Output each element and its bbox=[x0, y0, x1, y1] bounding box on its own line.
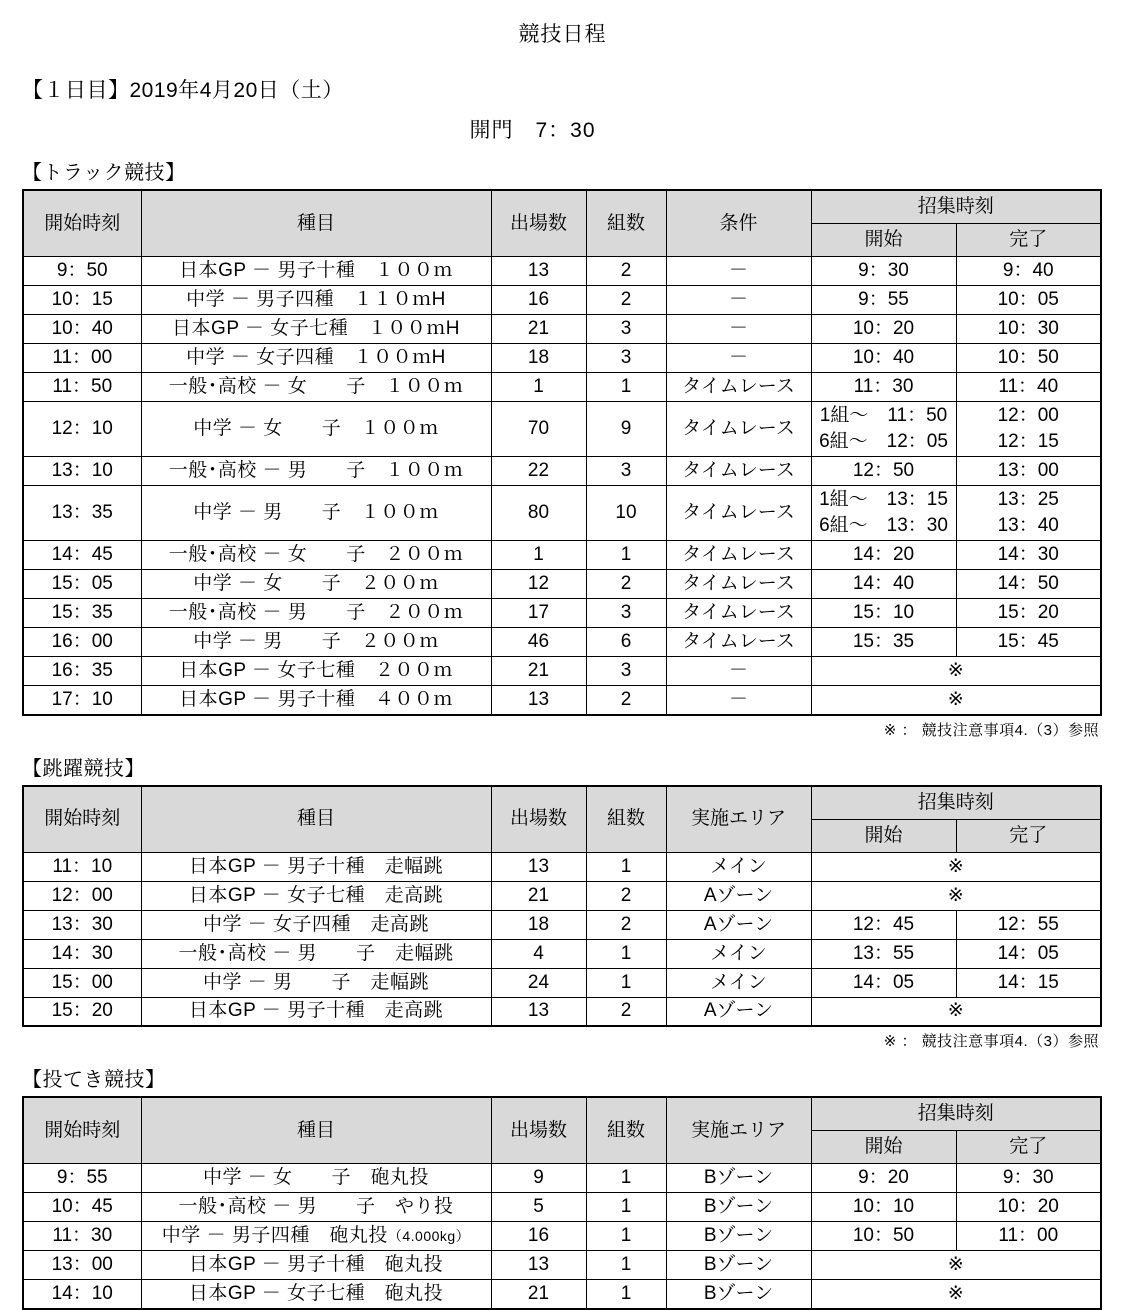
cell-condition: タイムレース bbox=[666, 486, 811, 541]
cell-entries: 16 bbox=[491, 1222, 586, 1251]
cell-start-time: 9：55 bbox=[23, 1164, 141, 1193]
cell-call-end: 14：15 bbox=[956, 968, 1101, 997]
cell-start-time: 13：10 bbox=[23, 457, 141, 486]
cell-event: 中学 － 女子四種 走高跳 bbox=[141, 910, 491, 939]
cell-condition: タイムレース bbox=[666, 457, 811, 486]
header-event: 種目 bbox=[141, 190, 491, 257]
cell-call-merged: ※ bbox=[811, 852, 1101, 881]
cell-area: メイン bbox=[666, 852, 811, 881]
header-entries: 出場数 bbox=[491, 1097, 586, 1164]
table-row bbox=[23, 486, 1101, 541]
cell-start-time: 13：30 bbox=[23, 910, 141, 939]
cell-start-time: 14：45 bbox=[23, 541, 141, 570]
cell-call-merged: ※ bbox=[811, 881, 1101, 910]
header-start-time: 開始時刻 bbox=[23, 1097, 141, 1164]
cell-call-start-line2: 6組～ 12：05 bbox=[819, 431, 948, 452]
page-title: 競技日程 bbox=[518, 23, 607, 46]
cell-entries: 46 bbox=[491, 628, 586, 657]
table-row bbox=[23, 881, 1101, 910]
cell-call-end: 14：30 bbox=[956, 541, 1101, 570]
cell-call-start-line1: 1組～ 11：50 bbox=[819, 405, 948, 426]
header-entries: 出場数 bbox=[491, 786, 586, 853]
table-row bbox=[23, 1280, 1101, 1309]
cell-groups: 2 bbox=[586, 570, 666, 599]
cell-groups: 1 bbox=[586, 968, 666, 997]
cell-call-end: 13：00 bbox=[956, 457, 1101, 486]
cell-call-start: 14：20 bbox=[811, 541, 956, 570]
cell-start-time: 11：30 bbox=[23, 1222, 141, 1251]
cell-call-merged: ※ bbox=[811, 686, 1101, 715]
cell-call-start: 14：05 bbox=[811, 968, 956, 997]
cell-groups: 1 bbox=[586, 541, 666, 570]
cell-area: Bゾーン bbox=[666, 1193, 811, 1222]
cell-entries: 18 bbox=[491, 344, 586, 373]
cell-entries: 16 bbox=[491, 286, 586, 315]
section-label-jump: 【跳躍競技】 bbox=[22, 757, 145, 780]
cell-event: 日本GP － 女子七種 砲丸投 bbox=[141, 1280, 491, 1309]
cell-call-start: 11：30 bbox=[811, 373, 956, 402]
cell-event: 日本GP － 男子十種 １００ｍ bbox=[141, 257, 491, 286]
table-row bbox=[23, 599, 1101, 628]
table-row bbox=[23, 939, 1101, 968]
header-groups: 組数 bbox=[586, 786, 666, 853]
cell-entries: 5 bbox=[491, 1193, 586, 1222]
cell-groups: 2 bbox=[586, 257, 666, 286]
day-heading: 【１日目】2019年4月20日（土） bbox=[22, 79, 344, 102]
cell-event: 中学 － 女 子 砲丸投 bbox=[141, 1164, 491, 1193]
header-call-end: 完了 bbox=[956, 224, 1101, 257]
cell-area: Bゾーン bbox=[666, 1164, 811, 1193]
track-footnote: ※ ： 競技注意事項4.（3）参照 bbox=[883, 721, 1099, 739]
cell-call-end bbox=[956, 486, 1101, 541]
cell-entries: 12 bbox=[491, 570, 586, 599]
cell-event: 中学 － 女 子 １００ｍ bbox=[141, 402, 491, 457]
cell-entries: 1 bbox=[491, 373, 586, 402]
cell-start-time: 15：05 bbox=[23, 570, 141, 599]
table-row bbox=[23, 457, 1101, 486]
cell-condition: － bbox=[666, 344, 811, 373]
cell-entries: 21 bbox=[491, 1280, 586, 1309]
cell-event: 日本GP － 男子十種 ４００ｍ bbox=[141, 686, 491, 715]
table-header-row bbox=[23, 1097, 1101, 1131]
cell-entries: 70 bbox=[491, 402, 586, 457]
cell-groups: 1 bbox=[586, 852, 666, 881]
cell-condition: タイムレース bbox=[666, 402, 811, 457]
header-condition: 条件 bbox=[666, 190, 811, 257]
cell-call-end-line2: 12：15 bbox=[997, 431, 1059, 452]
cell-event: 日本GP － 男子十種 砲丸投 bbox=[141, 1251, 491, 1280]
cell-start-time: 13：35 bbox=[23, 486, 141, 541]
cell-event: 日本GP － 男子十種 走幅跳 bbox=[141, 852, 491, 881]
cell-call-end: 10：50 bbox=[956, 344, 1101, 373]
cell-area: Aゾーン bbox=[666, 910, 811, 939]
cell-area: Bゾーン bbox=[666, 1280, 811, 1309]
header-entries: 出場数 bbox=[491, 190, 586, 257]
cell-call-start: 9：20 bbox=[811, 1164, 956, 1193]
cell-groups: 1 bbox=[586, 1164, 666, 1193]
cell-start-time: 12：00 bbox=[23, 881, 141, 910]
cell-event: 一般･高校 － 女 子 ２００ｍ bbox=[141, 541, 491, 570]
jump-footnote: ※ ： 競技注意事項4.（3）参照 bbox=[883, 1033, 1099, 1050]
cell-call-start: 9：55 bbox=[811, 286, 956, 315]
cell-start-time: 15：00 bbox=[23, 968, 141, 997]
cell-area: メイン bbox=[666, 939, 811, 968]
header-call-time: 招集時刻 bbox=[811, 190, 1101, 224]
cell-start-time: 11：50 bbox=[23, 373, 141, 402]
header-call-time: 招集時刻 bbox=[811, 1097, 1101, 1131]
cell-call-start: 10：20 bbox=[811, 315, 956, 344]
cell-groups: 1 bbox=[586, 1251, 666, 1280]
header-call-end: 完了 bbox=[956, 819, 1101, 852]
section-label-throw: 【投てき競技】 bbox=[22, 1069, 166, 1091]
cell-event bbox=[141, 1222, 491, 1251]
cell-area: メイン bbox=[666, 968, 811, 997]
table-row bbox=[23, 1164, 1101, 1193]
cell-condition: － bbox=[666, 657, 811, 686]
cell-event: 中学 － 男 子 ２００ｍ bbox=[141, 628, 491, 657]
cell-call-merged: ※ bbox=[811, 1251, 1101, 1280]
header-event: 種目 bbox=[141, 1097, 491, 1164]
table-row bbox=[23, 852, 1101, 881]
cell-groups: 1 bbox=[586, 1280, 666, 1309]
table-row bbox=[23, 628, 1101, 657]
cell-start-time: 10：15 bbox=[23, 286, 141, 315]
cell-call-merged: ※ bbox=[811, 657, 1101, 686]
cell-call-end: 11：00 bbox=[956, 1222, 1101, 1251]
cell-groups: 9 bbox=[586, 402, 666, 457]
cell-call-end-line2: 13：40 bbox=[997, 515, 1059, 536]
cell-area: Bゾーン bbox=[666, 1222, 811, 1251]
cell-groups: 2 bbox=[586, 997, 666, 1026]
cell-call-end: 10：05 bbox=[956, 286, 1101, 315]
table-row bbox=[23, 657, 1101, 686]
cell-event: 中学 － 男 子 １００ｍ bbox=[141, 486, 491, 541]
table-row bbox=[23, 968, 1101, 997]
cell-condition: － bbox=[666, 686, 811, 715]
cell-groups: 1 bbox=[586, 939, 666, 968]
cell-start-time: 10：45 bbox=[23, 1193, 141, 1222]
cell-condition: － bbox=[666, 315, 811, 344]
cell-call-start: 10：10 bbox=[811, 1193, 956, 1222]
table-row bbox=[23, 373, 1101, 402]
cell-call-start: 10：40 bbox=[811, 344, 956, 373]
cell-event: 日本GP － 女子七種 走高跳 bbox=[141, 881, 491, 910]
cell-groups: 2 bbox=[586, 686, 666, 715]
cell-event: 一般･高校 － 男 子 走幅跳 bbox=[141, 939, 491, 968]
cell-call-end: 15：20 bbox=[956, 599, 1101, 628]
cell-groups: 3 bbox=[586, 457, 666, 486]
cell-entries: 21 bbox=[491, 657, 586, 686]
table-row bbox=[23, 910, 1101, 939]
cell-entries: 13 bbox=[491, 852, 586, 881]
cell-start-time: 13：00 bbox=[23, 1251, 141, 1280]
table-header-row bbox=[23, 190, 1101, 224]
cell-event: 日本GP － 男子十種 走高跳 bbox=[141, 997, 491, 1026]
table-row bbox=[23, 541, 1101, 570]
cell-entries: 80 bbox=[491, 486, 586, 541]
cell-groups: 1 bbox=[586, 373, 666, 402]
table-header-row bbox=[23, 786, 1101, 820]
cell-call-end-line1: 12：00 bbox=[997, 405, 1059, 426]
cell-call-start-line1: 1組～ 13：15 bbox=[819, 489, 948, 510]
cell-condition: タイムレース bbox=[666, 373, 811, 402]
cell-call-end: 15：45 bbox=[956, 628, 1101, 657]
cell-entries: 13 bbox=[491, 997, 586, 1026]
cell-groups: 3 bbox=[586, 315, 666, 344]
cell-condition: － bbox=[666, 286, 811, 315]
cell-condition: タイムレース bbox=[666, 541, 811, 570]
cell-call-start: 13：55 bbox=[811, 939, 956, 968]
cell-groups: 1 bbox=[586, 1222, 666, 1251]
table-row bbox=[23, 257, 1101, 286]
header-area: 実施エリア bbox=[666, 1097, 811, 1164]
cell-call-end: 9：40 bbox=[956, 257, 1101, 286]
cell-start-time: 11：10 bbox=[23, 852, 141, 881]
cell-groups: 1 bbox=[586, 1193, 666, 1222]
cell-event: 中学 － 男子四種 １１０ｍH bbox=[141, 286, 491, 315]
cell-entries: 13 bbox=[491, 686, 586, 715]
cell-start-time: 9：50 bbox=[23, 257, 141, 286]
header-call-start: 開始 bbox=[811, 819, 956, 852]
cell-event: 日本GP － 女子七種 １００ｍH bbox=[141, 315, 491, 344]
table-row bbox=[23, 344, 1101, 373]
cell-area: Aゾーン bbox=[666, 881, 811, 910]
cell-call-end: 12：55 bbox=[956, 910, 1101, 939]
cell-entries: 18 bbox=[491, 910, 586, 939]
cell-start-time: 15：20 bbox=[23, 997, 141, 1026]
cell-start-time: 16：00 bbox=[23, 628, 141, 657]
cell-call-start: 9：30 bbox=[811, 257, 956, 286]
header-groups: 組数 bbox=[586, 1097, 666, 1164]
cell-event: 中学 － 女 子 ２００ｍ bbox=[141, 570, 491, 599]
jump-schedule-table bbox=[22, 785, 1102, 1028]
cell-event-text: 中学 － 男子四種 砲丸投 bbox=[161, 1225, 388, 1247]
cell-entries: 1 bbox=[491, 541, 586, 570]
header-area: 実施エリア bbox=[666, 786, 811, 853]
cell-call-end: 14：05 bbox=[956, 939, 1101, 968]
header-call-start: 開始 bbox=[811, 1131, 956, 1164]
cell-call-end-line1: 13：25 bbox=[997, 489, 1059, 510]
cell-call-end: 11：40 bbox=[956, 373, 1101, 402]
table-row bbox=[23, 402, 1101, 457]
cell-start-time: 11：00 bbox=[23, 344, 141, 373]
cell-start-time: 17：10 bbox=[23, 686, 141, 715]
cell-call-start: 10：50 bbox=[811, 1222, 956, 1251]
table-row bbox=[23, 1222, 1101, 1251]
section-label-track: 【トラック競技】 bbox=[22, 162, 186, 184]
cell-start-time: 12：10 bbox=[23, 402, 141, 457]
header-call-end: 完了 bbox=[956, 1131, 1101, 1164]
cell-area: Aゾーン bbox=[666, 997, 811, 1026]
cell-call-end: 10：20 bbox=[956, 1193, 1101, 1222]
cell-entries: 9 bbox=[491, 1164, 586, 1193]
cell-call-start: 15：35 bbox=[811, 628, 956, 657]
header-start-time: 開始時刻 bbox=[23, 190, 141, 257]
cell-start-time: 16：35 bbox=[23, 657, 141, 686]
cell-groups: 3 bbox=[586, 599, 666, 628]
cell-call-start bbox=[811, 486, 956, 541]
cell-condition: タイムレース bbox=[666, 628, 811, 657]
cell-entries: 13 bbox=[491, 1251, 586, 1280]
cell-start-time: 10：40 bbox=[23, 315, 141, 344]
cell-condition: タイムレース bbox=[666, 570, 811, 599]
table-row bbox=[23, 286, 1101, 315]
header-groups: 組数 bbox=[586, 190, 666, 257]
cell-start-time: 15：35 bbox=[23, 599, 141, 628]
cell-groups: 3 bbox=[586, 657, 666, 686]
cell-entries: 22 bbox=[491, 457, 586, 486]
cell-entries: 21 bbox=[491, 315, 586, 344]
cell-entries: 13 bbox=[491, 257, 586, 286]
cell-event: 一般･高校 － 男 子 ２００ｍ bbox=[141, 599, 491, 628]
header-start-time: 開始時刻 bbox=[23, 786, 141, 853]
cell-groups: 10 bbox=[586, 486, 666, 541]
cell-call-merged: ※ bbox=[811, 1280, 1101, 1309]
cell-event: 一般･高校 － 女 子 １００ｍ bbox=[141, 373, 491, 402]
cell-area: Bゾーン bbox=[666, 1251, 811, 1280]
table-row bbox=[23, 1251, 1101, 1280]
cell-entries: 24 bbox=[491, 968, 586, 997]
header-call-start: 開始 bbox=[811, 224, 956, 257]
table-row bbox=[23, 315, 1101, 344]
cell-condition: タイムレース bbox=[666, 599, 811, 628]
cell-groups: 3 bbox=[586, 344, 666, 373]
schedule-page bbox=[0, 8, 1125, 1304]
table-row bbox=[23, 686, 1101, 715]
header-call-time: 招集時刻 bbox=[811, 786, 1101, 820]
table-row bbox=[23, 1193, 1101, 1222]
cell-call-start: 12：50 bbox=[811, 457, 956, 486]
cell-call-start: 14：40 bbox=[811, 570, 956, 599]
cell-call-start: 15：10 bbox=[811, 599, 956, 628]
cell-groups: 2 bbox=[586, 286, 666, 315]
cell-event: 一般･高校 － 男 子 やり投 bbox=[141, 1193, 491, 1222]
cell-call-start-line2: 6組～ 13：30 bbox=[819, 515, 948, 536]
cell-call-end: 9：30 bbox=[956, 1164, 1101, 1193]
cell-groups: 2 bbox=[586, 881, 666, 910]
cell-entries: 17 bbox=[491, 599, 586, 628]
cell-entries: 4 bbox=[491, 939, 586, 968]
cell-event: 中学 － 女子四種 １００ｍH bbox=[141, 344, 491, 373]
cell-call-end: 14：50 bbox=[956, 570, 1101, 599]
throw-schedule-table bbox=[22, 1096, 1102, 1310]
cell-call-merged: ※ bbox=[811, 997, 1101, 1026]
cell-call-start bbox=[811, 402, 956, 457]
gate-open-time: 開門 7：30 bbox=[469, 119, 596, 142]
table-row bbox=[23, 570, 1101, 599]
cell-event: 日本GP － 女子七種 ２００ｍ bbox=[141, 657, 491, 686]
table-row bbox=[23, 997, 1101, 1026]
cell-groups: 2 bbox=[586, 910, 666, 939]
cell-event: 一般･高校 － 男 子 １００ｍ bbox=[141, 457, 491, 486]
header-event: 種目 bbox=[141, 786, 491, 853]
cell-condition: － bbox=[666, 257, 811, 286]
cell-call-start: 12：45 bbox=[811, 910, 956, 939]
track-schedule-table bbox=[22, 189, 1102, 716]
cell-groups: 6 bbox=[586, 628, 666, 657]
cell-start-time: 14：30 bbox=[23, 939, 141, 968]
cell-start-time: 14：10 bbox=[23, 1280, 141, 1309]
cell-event: 中学 － 男 子 走幅跳 bbox=[141, 968, 491, 997]
cell-call-end bbox=[956, 402, 1101, 457]
cell-event-suffix: （4.000kg） bbox=[387, 1228, 471, 1245]
cell-entries: 21 bbox=[491, 881, 586, 910]
cell-call-end: 10：30 bbox=[956, 315, 1101, 344]
